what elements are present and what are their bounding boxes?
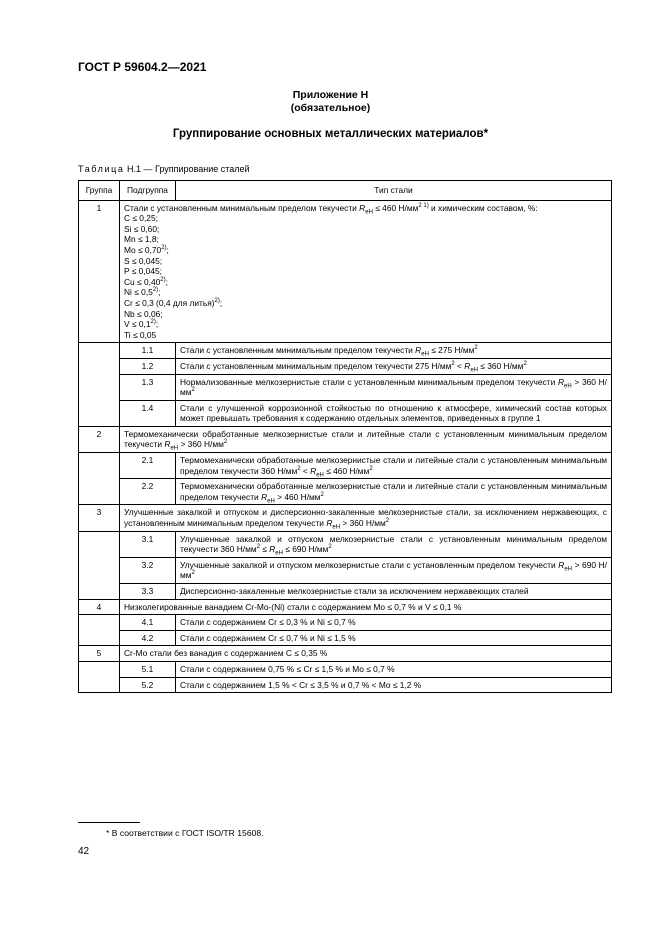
subgroup-number: 1.1 — [120, 343, 176, 359]
eh-subscript: eH — [470, 367, 478, 374]
header-subgroup: Подгруппа — [120, 181, 176, 201]
composition-mo — [124, 245, 607, 256]
table-caption — [78, 164, 250, 174]
eh-subscript: eH — [564, 566, 572, 573]
eh-subscript: eH — [421, 351, 429, 358]
footnote-ref: 2) — [161, 245, 167, 252]
group-1-row — [79, 200, 612, 343]
group-5-row — [79, 646, 612, 662]
group-number: 4 — [79, 599, 120, 615]
page-number: 42 — [78, 846, 90, 857]
subgroup-description: Стали с содержанием Cr ≤ 0,7 % и Ni ≤ 1,5 % — [176, 630, 612, 646]
header-group: Группа — [79, 181, 120, 201]
empty-cell — [79, 453, 120, 505]
annex-status: (обязательное) — [290, 102, 371, 114]
eh-subscript: eH — [365, 209, 373, 216]
superscript: 2 — [523, 361, 527, 368]
subgroup-description: Стали с содержанием 0,75 % ≤ Cr ≤ 1,5 % и Mo ≤ 0,7 % — [176, 661, 612, 677]
footnote-divider — [78, 822, 140, 823]
footnote: * В соответствии с ГОСТ ISO/TR 15608. — [106, 828, 264, 838]
subgroup-4-1-row — [79, 615, 612, 631]
composition-cu — [124, 277, 607, 288]
subgroup-description — [176, 453, 612, 479]
r-symbol: R — [558, 559, 565, 570]
subgroup-number: 2.1 — [120, 453, 176, 479]
empty-cell — [79, 531, 120, 599]
subgroup-3-1-row — [79, 531, 612, 557]
subgroup-number: 4.2 — [120, 630, 176, 646]
text: ; — [219, 297, 223, 308]
text: и химическим составом, %: — [428, 202, 538, 213]
text: Стали с установленным минимальным пределом текучести 275 Н/мм — [180, 360, 452, 371]
text: Термомеханически обработанные мелкозернистые стали и литейные стали с установленным минимальным пределом текучести 360 Н/мм — [180, 455, 607, 476]
annex-heading: Группирование основных металлических материалов* — [172, 128, 489, 140]
subgroup-number: 1.3 — [120, 374, 176, 400]
table-caption-label: Таблица — [78, 164, 125, 174]
text: V ≤ 0,1 — [124, 319, 151, 330]
superscript: 2 1) — [418, 202, 429, 209]
composition-c: C ≤ 0,25; — [124, 213, 158, 224]
composition-nb: Nb ≤ 0,06; — [124, 308, 163, 319]
subgroup-number: 2.2 — [120, 479, 176, 505]
text: ; — [165, 276, 168, 287]
subgroup-description — [176, 479, 612, 505]
r-symbol: R — [269, 544, 276, 555]
subgroup-4-2-row — [79, 630, 612, 646]
text: < — [454, 360, 465, 371]
group-number: 2 — [79, 426, 120, 452]
subgroup-1-3-row — [79, 374, 612, 400]
steel-grouping-table — [78, 180, 612, 693]
composition-s: S ≤ 0,045; — [124, 255, 163, 266]
subgroup-number: 3.2 — [120, 557, 176, 583]
subgroup-number: 3.1 — [120, 531, 176, 557]
empty-cell — [79, 615, 120, 646]
superscript: 2 — [328, 544, 332, 551]
subgroup-description: Дисперсионно-закаленные мелкозернистые стали за исключением нержавеющих сталей — [176, 584, 612, 600]
text: ≤ — [259, 544, 270, 555]
subgroup-3-2-row — [79, 557, 612, 583]
composition-v — [124, 319, 607, 330]
superscript: 2 — [385, 518, 390, 525]
text: < — [300, 465, 311, 476]
text: ≤ 275 Н/мм — [428, 345, 475, 356]
subgroup-number: 3.3 — [120, 584, 176, 600]
text: Нормализованные мелкозернистые стали с установленным минимальным пределом текучести — [180, 376, 558, 387]
text: Улучшенные закалкой и отпуском и дисперсионно-закаленные мелкозернистые стали, за исключением нержавеющих, с установленным минимальным пределом текучести — [124, 507, 607, 529]
text: > 460 Н/мм — [274, 491, 321, 502]
subgroup-5-1-row — [79, 661, 612, 677]
group-number: 5 — [79, 646, 120, 662]
subgroup-description: Стали с содержанием 1,5 % < Cr ≤ 3,5 % и 0,7 % < Mo ≤ 1,2 % — [176, 677, 612, 693]
group-3-row — [79, 505, 612, 531]
group-4-row — [79, 599, 612, 615]
empty-cell — [79, 343, 120, 427]
table-header-row — [79, 181, 612, 201]
r-symbol: R — [261, 491, 268, 502]
subgroup-description — [176, 531, 612, 557]
text: ; — [158, 287, 161, 298]
r-symbol: R — [164, 439, 171, 450]
superscript: 2 — [223, 439, 228, 446]
text: ; — [166, 244, 169, 255]
group-number: 3 — [79, 505, 120, 531]
r-symbol: R — [557, 376, 564, 387]
superscript: 2 — [256, 544, 260, 551]
eh-subscript: eH — [316, 472, 324, 479]
text: Улучшенные закалкой и отпуском мелкозернистые стали с установленным пределом текучести — [180, 559, 559, 570]
subgroup-1-4-row — [79, 400, 612, 426]
group-description — [120, 505, 612, 531]
text: Улучшенные закалкой и отпуском мелкозернистые стали с установленным минимальным пределом текучести 360 Н/мм — [180, 533, 607, 555]
text: Ni ≤ 0,5 — [124, 287, 153, 298]
subgroup-number: 4.1 — [120, 615, 176, 631]
group-number: 1 — [79, 200, 120, 343]
group-2-row — [79, 426, 612, 452]
footnote-ref: 2) — [214, 298, 220, 305]
subgroup-2-1-row — [79, 453, 612, 479]
subgroup-number: 5.1 — [120, 661, 176, 677]
footnote-ref: 2) — [150, 319, 156, 326]
eh-subscript: eH — [267, 498, 275, 505]
group-description: Cr-Mo стали без ванадия с содержанием C ≤ 0,35 % — [120, 646, 612, 662]
subgroup-description — [176, 374, 612, 400]
composition-p: P ≤ 0,045; — [124, 266, 162, 277]
group-description: Низколегированные ванадием Cr-Mo-(Ni) стали с содержанием Mo ≤ 0,7 % и V ≤ 0,1 % — [120, 599, 612, 615]
text: > 360 Н/мм — [180, 376, 607, 398]
r-symbol: R — [415, 345, 422, 356]
superscript: 2 — [474, 345, 478, 352]
r-symbol: R — [359, 202, 366, 213]
r-symbol: R — [310, 465, 317, 476]
r-symbol: R — [464, 360, 471, 371]
superscript: 2 — [297, 465, 301, 472]
subgroup-description — [176, 358, 612, 374]
r-symbol: R — [326, 518, 333, 529]
subgroup-description: Стали с содержанием Cr ≤ 0,3 % и Ni ≤ 0,7 % — [176, 615, 612, 631]
text: Cu ≤ 0,40 — [124, 276, 161, 287]
text: > 690 Н/мм — [180, 559, 607, 581]
composition-cr — [124, 298, 607, 309]
superscript: 2 — [191, 570, 195, 577]
subgroup-1-2-row — [79, 358, 612, 374]
text: ; — [155, 319, 159, 330]
text: ≤ 460 Н/мм — [372, 202, 419, 213]
text: ≤ 360 Н/мм — [477, 360, 524, 371]
subgroup-number: 5.2 — [120, 677, 176, 693]
text: ≤ 690 Н/мм — [282, 544, 329, 555]
text: Cr ≤ 0,3 (0,4 для литья) — [124, 297, 215, 308]
eh-subscript: eH — [275, 550, 283, 557]
text: Mo ≤ 0,70 — [124, 244, 162, 255]
subgroup-1-1-row — [79, 343, 612, 359]
subgroup-3-3-row — [79, 584, 612, 600]
subgroup-description: Стали с улучшенной коррозионной стойкостью по отношению к атмосфере, химический состав которых может превышать требования к содержанию отдельных элементов, приведенных в группе 1 — [176, 400, 612, 426]
composition-ti: Ti ≤ 0,05 — [124, 329, 157, 340]
group-description — [120, 200, 612, 343]
text: Термомеханически обработанные мелкозернистые стали и литейные стали с установленным минимальным пределом текучести — [124, 428, 607, 450]
text: Стали с установленным минимальным пределом текучести — [180, 345, 416, 356]
superscript: 2 — [369, 465, 373, 472]
eh-subscript: eH — [332, 524, 341, 531]
superscript: 2 — [320, 492, 324, 499]
footnote-ref: 2) — [152, 287, 159, 294]
subgroup-2-2-row — [79, 479, 612, 505]
text: ≤ 460 Н/мм — [323, 465, 370, 476]
subgroup-description — [176, 557, 612, 583]
subgroup-description — [176, 343, 612, 359]
text: > 360 Н/мм — [178, 439, 224, 450]
text: Термомеханически обработанные мелкозернистые стали и литейные стали с установленным минимальным пределом текучести — [180, 481, 607, 502]
document-id: ГОСТ Р 59604.2—2021 — [78, 60, 207, 74]
superscript: 2 — [451, 361, 455, 368]
composition-mn: Mn ≤ 1,8; — [124, 234, 159, 245]
superscript: 2 — [191, 387, 195, 394]
text: > 360 Н/мм — [340, 518, 386, 529]
header-steel-type: Тип стали — [176, 181, 612, 201]
eh-subscript: eH — [170, 446, 179, 453]
subgroup-number: 1.2 — [120, 358, 176, 374]
empty-cell — [79, 661, 120, 692]
footnote-ref: 2) — [160, 276, 166, 283]
composition-si: Si ≤ 0,60; — [124, 223, 160, 234]
text: Стали с установленным минимальным пределом текучести — [124, 202, 360, 213]
table-caption-text: Н.1 — Группирование сталей — [124, 164, 250, 174]
annex-title: Приложение Н — [292, 89, 369, 101]
composition-ni — [124, 287, 607, 298]
group-description — [120, 426, 612, 452]
subgroup-number: 1.4 — [120, 400, 176, 426]
eh-subscript: eH — [564, 383, 572, 390]
subgroup-5-2-row — [79, 677, 612, 693]
